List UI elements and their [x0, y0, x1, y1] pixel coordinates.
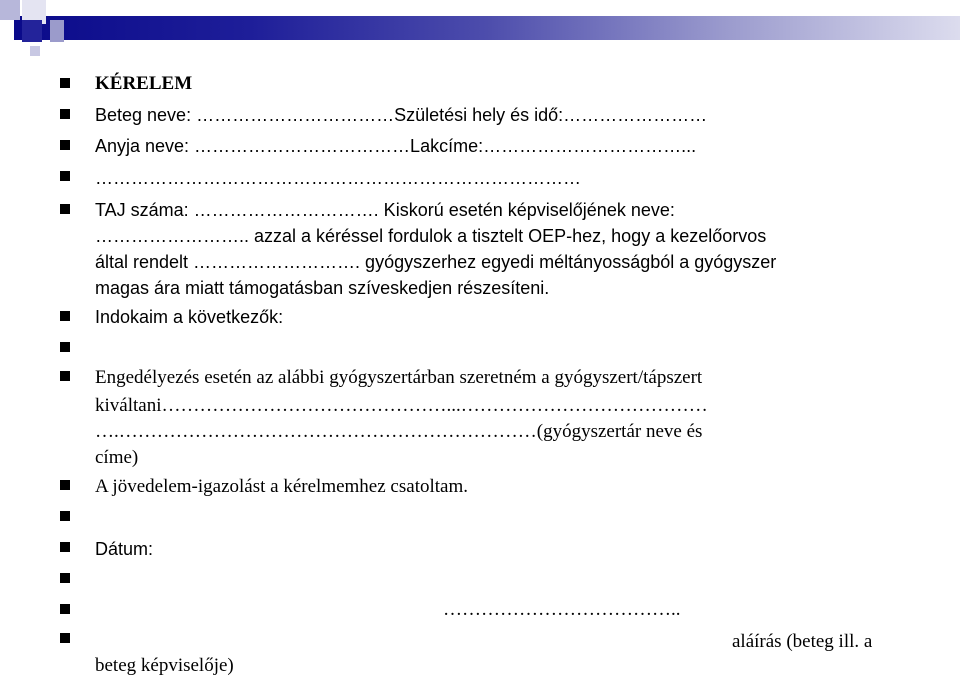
document-title-text: KÉRELEM	[95, 73, 193, 94]
bullet-icon	[60, 311, 70, 321]
bullet-icon	[60, 604, 70, 614]
bullet-icon	[60, 542, 70, 552]
signature-label-continuation: beteg képviselője)	[95, 655, 234, 676]
pharmacy-line-4: címe)	[95, 447, 139, 468]
bullet-icon	[60, 78, 70, 88]
taj-number-line: TAJ száma: …………………………. Kiskorú esetén képviselőjének neve:	[95, 200, 675, 220]
request-line-2: által rendelt ………………………. gyógyszerhez egyedi méltányosságból a gyógyszer	[95, 252, 777, 272]
bullet-icon	[60, 342, 70, 352]
date-label: Dátum:	[95, 539, 154, 559]
bullet-icon	[60, 171, 70, 181]
bullet-icon	[60, 573, 70, 583]
address-continuation-line: ………………………………………………………………………	[95, 168, 581, 188]
patient-name-line: Beteg neve: ……………………………Születési hely és idő:……………………	[95, 105, 708, 125]
bullet-icon	[60, 511, 70, 521]
pharmacy-line-1: Engedélyezés esetén az alábbi gyógyszertárban szeretném a gyógyszert/tápszert	[95, 367, 703, 388]
pharmacy-line-3: ….…………………………………………………………(gyógyszertár neve és	[95, 421, 703, 442]
bullet-icon	[60, 109, 70, 119]
bullet-icon	[60, 140, 70, 150]
pharmacy-line-2: kiváltani………………………………………...…………………………………	[95, 395, 708, 416]
request-line-3: magas ára miatt támogatásban szíveskedjen részesíteni.	[95, 278, 550, 298]
signature-dots: ………………………………..	[443, 599, 681, 620]
bullet-icon	[60, 371, 70, 381]
signature-label: aláírás (beteg ill. a	[732, 631, 873, 652]
income-proof-line: A jövedelem-igazolást a kérelmemhez csatoltam.	[95, 476, 468, 497]
bullet-icon	[60, 204, 70, 214]
bullet-icon	[60, 633, 70, 643]
request-line-1: …………………….. azzal a kéréssel fordulok a tisztelt OEP-hez, hogy a kezelőorvos	[95, 226, 767, 246]
reasons-heading: Indokaim a következők:	[95, 307, 284, 327]
bullet-icon	[60, 480, 70, 490]
mother-name-line: Anyja neve: ………………………………Lakcíme:……………………………...	[95, 136, 697, 156]
